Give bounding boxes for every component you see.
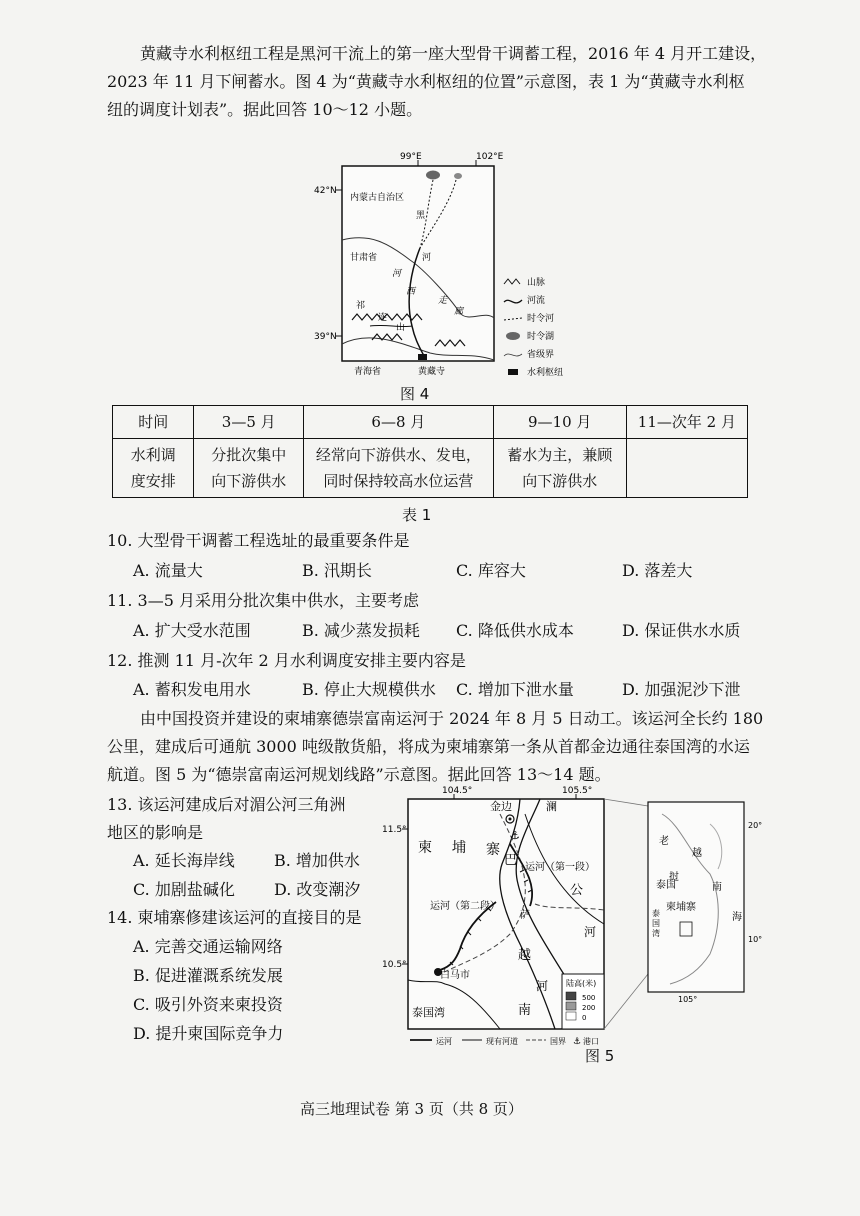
question-14-stem: 14. 柬埔寨修建该运河的直接目的是	[107, 908, 362, 927]
figure-4-caption: 图 4	[400, 385, 430, 403]
inset-vn-3: 海	[732, 912, 742, 923]
question-10-stem: 10. 大型骨干调蓄工程选址的最重要条件是	[107, 531, 410, 550]
province-qinghai: 青海省	[354, 367, 382, 377]
province-gansu: 甘肃省	[350, 253, 378, 263]
q14-option-b[interactable]: B. 促进灌溉系统发展	[133, 966, 283, 985]
gulf-thailand: 泰国湾	[412, 1006, 445, 1019]
cell-nov-feb	[626, 439, 747, 498]
legend-river: 河流	[527, 296, 546, 306]
q10-option-d[interactable]: D. 落差大	[622, 561, 693, 580]
port-icon: ⚓	[510, 829, 520, 842]
qilian-char-3: 山	[396, 323, 406, 333]
lon-99: 99°E	[400, 152, 422, 162]
inset-thailand: 泰国	[656, 880, 676, 891]
cell-jun-aug: 经常向下游供水、发电， 同时保持较高水位运营	[304, 439, 494, 498]
table-header-row	[113, 406, 748, 439]
river-label-lan: 澜	[546, 800, 557, 813]
q11-option-b[interactable]: B. 减少蒸发损耗	[302, 621, 420, 640]
q11-option-d[interactable]: D. 保证供水水质	[622, 621, 741, 640]
inset-lat-10: 10°	[748, 935, 763, 944]
canal-1-label: 运河（第一段）	[525, 862, 595, 873]
site-huangzangsi: 黄藏寺	[418, 367, 446, 377]
country-cambodia-3: 寨	[486, 842, 500, 858]
seasonal-river-icon	[504, 318, 522, 320]
figure-5-map	[370, 784, 770, 1052]
country-vietnam-2: 南	[518, 1003, 532, 1018]
q13-option-c[interactable]: C. 加剧盐碱化	[133, 880, 235, 899]
cell-mar-may: 分批次集中 向下游供水	[194, 439, 304, 498]
legend-seasonal-lake: 时令湖	[527, 332, 555, 342]
inset-vn-1: 越	[692, 848, 702, 859]
question-11-stem: 11. 3—5 月采用分批次集中供水，主要考虑	[107, 591, 419, 610]
q14-option-a[interactable]: A. 完善交通运输网络	[133, 937, 283, 956]
inset-cambodia: 柬埔寨	[666, 902, 696, 913]
country-cambodia-1: 柬	[418, 840, 432, 856]
canal-2-label: 运河（第二段）	[430, 901, 500, 912]
inset-lao-2: 挝	[669, 872, 679, 883]
city-baima: 白马市	[440, 970, 470, 981]
country-vietnam-1: 越	[518, 948, 532, 963]
intro2-line-3: 航道。图 5 为“德崇富南运河规划线路”示意图。据此回答 13～14 题。	[107, 765, 611, 784]
legend-border: 省级界	[527, 350, 555, 360]
figure-5-caption: 图 5	[585, 1047, 615, 1065]
q12-option-d[interactable]: D. 加强泥沙下泄	[622, 680, 741, 699]
inset-gulf-2: 国	[652, 919, 660, 928]
legend-river: 现有河道	[486, 1037, 518, 1046]
lat-42: 42°N	[314, 186, 337, 196]
corridor-char-2: 西	[406, 287, 416, 297]
th-nov-feb: 11—次年 2 月	[626, 406, 747, 439]
question-13-stem-line-2: 地区的影响是	[107, 823, 204, 842]
qilian-char-1: 祁	[356, 301, 366, 311]
figure-4-map	[300, 148, 530, 380]
lat-115: 11.5°	[382, 825, 407, 835]
figure-4-legend	[500, 272, 580, 378]
anchor-icon: ⚓	[573, 1037, 582, 1047]
inset-lat-20: 20°	[748, 821, 763, 830]
q10-option-c[interactable]: C. 库容大	[456, 561, 526, 580]
page-footer: 高三地理试卷 第 3 页（共 8 页）	[300, 1100, 523, 1118]
q11-option-c[interactable]: C. 降低供水成本	[456, 621, 574, 640]
table-1-caption: 表 1	[402, 506, 432, 524]
lon-1045: 104.5°	[442, 786, 473, 796]
corridor-char-1: 河	[392, 269, 402, 279]
river-char-hei: 黑	[416, 211, 426, 221]
q14-option-c[interactable]: C. 吸引外资来柬投资	[133, 995, 283, 1014]
q10-option-a[interactable]: A. 流量大	[133, 561, 203, 580]
river-label-gong: 公	[570, 883, 584, 898]
inset-gulf-1: 泰	[652, 909, 660, 918]
q14-option-d[interactable]: D. 提升柬国际竞争力	[133, 1024, 284, 1043]
legend-border: 国界	[550, 1037, 566, 1046]
question-13-stem-line-1: 13. 该运河建成后对湄公河三角洲	[107, 795, 346, 814]
river-label-sa: 萨	[520, 910, 530, 921]
elev-200: 200	[582, 1004, 596, 1012]
th-sep-oct: 9—10 月	[493, 406, 626, 439]
q12-option-c[interactable]: C. 增加下泄水量	[456, 680, 574, 699]
lon-102: 102°E	[476, 152, 504, 162]
inset-gulf-3: 湾	[652, 929, 660, 938]
th-mar-may: 3—5 月	[194, 406, 304, 439]
elev-500: 500	[582, 994, 596, 1002]
dam-icon	[508, 369, 518, 375]
q11-option-a[interactable]: A. 扩大受水范围	[133, 621, 251, 640]
river-icon	[504, 300, 522, 303]
th-jun-aug: 6—8 月	[304, 406, 494, 439]
qilian-char-2: 连	[378, 313, 388, 323]
q10-option-b[interactable]: B. 汛期长	[302, 561, 372, 580]
legend-dam: 水利枢纽	[527, 368, 564, 378]
lat-105: 10.5°	[382, 960, 407, 970]
seasonal-lake-icon	[506, 332, 520, 340]
row-label: 水利调 度安排	[113, 439, 194, 498]
q13-option-b[interactable]: B. 增加供水	[274, 851, 360, 870]
legend-canal: 运河	[436, 1037, 452, 1046]
inset-lon-105: 105°	[678, 995, 698, 1004]
intro2-line-2: 公里，建成后可通航 3000 吨级散货船，将成为柬埔寨第一条从首都金边通往泰国湾的水运	[107, 737, 750, 756]
q13-option-d[interactable]: D. 改变潮汐	[274, 880, 361, 899]
intro-line-1: 黄藏寺水利枢纽工程是黑河干流上的第一座大型骨干调蓄工程，2016 年 4 月开工建设，	[140, 44, 767, 63]
question-12-stem: 12. 推测 11 月-次年 2 月水利调度安排主要内容是	[107, 651, 466, 670]
corridor-char-3: 走	[438, 296, 448, 306]
intro-line-2: 2023 年 11 月下闸蓄水。图 4 为“黄藏寺水利枢纽的位置”示意图，表 1 为“黄藏寺水利枢	[107, 72, 745, 91]
table-1	[112, 405, 748, 498]
lon-1055: 105.5°	[562, 786, 593, 796]
table-row	[113, 439, 748, 498]
country-cambodia-2: 埔	[452, 840, 466, 856]
inset-vn-2: 南	[712, 882, 722, 893]
elevation-title: 陆高(米)	[566, 979, 597, 988]
legend-seasonal-river: 时令河	[527, 314, 555, 324]
intro2-line-1: 由中国投资并建设的柬埔寨德崇富南运河于 2024 年 8 月 5 日动工。该运河全长约 180	[140, 709, 764, 728]
intro-line-3: 纽的调度计划表”。据此回答 10～12 小题。	[107, 100, 423, 119]
mountain-icon	[504, 279, 520, 284]
river-label-he-2: 河	[536, 979, 549, 993]
legend-port: 港口	[583, 1037, 599, 1046]
lat-39: 39°N	[314, 332, 337, 342]
region-inner-mongolia: 内蒙古自治区	[350, 193, 405, 203]
corridor-char-4: 廊	[454, 307, 464, 317]
legend-mountain: 山脉	[527, 278, 546, 288]
river-label-ba: 巴	[504, 853, 518, 868]
inset-lao-1: 老	[659, 836, 669, 847]
th-time: 时间	[113, 406, 194, 439]
river-label-he: 河	[584, 925, 597, 939]
elev-0: 0	[582, 1014, 587, 1022]
border-icon	[504, 354, 522, 356]
river-char-he: 河	[422, 253, 432, 263]
cell-sep-oct: 蓄水为主，兼顾 向下游供水	[493, 439, 626, 498]
city-jinbian: 金边	[490, 800, 512, 813]
q12-option-b[interactable]: B. 停止大规模供水	[302, 680, 436, 699]
q12-option-a[interactable]: A. 蓄积发电用水	[133, 680, 251, 699]
q13-option-a[interactable]: A. 延长海岸线	[133, 851, 235, 870]
